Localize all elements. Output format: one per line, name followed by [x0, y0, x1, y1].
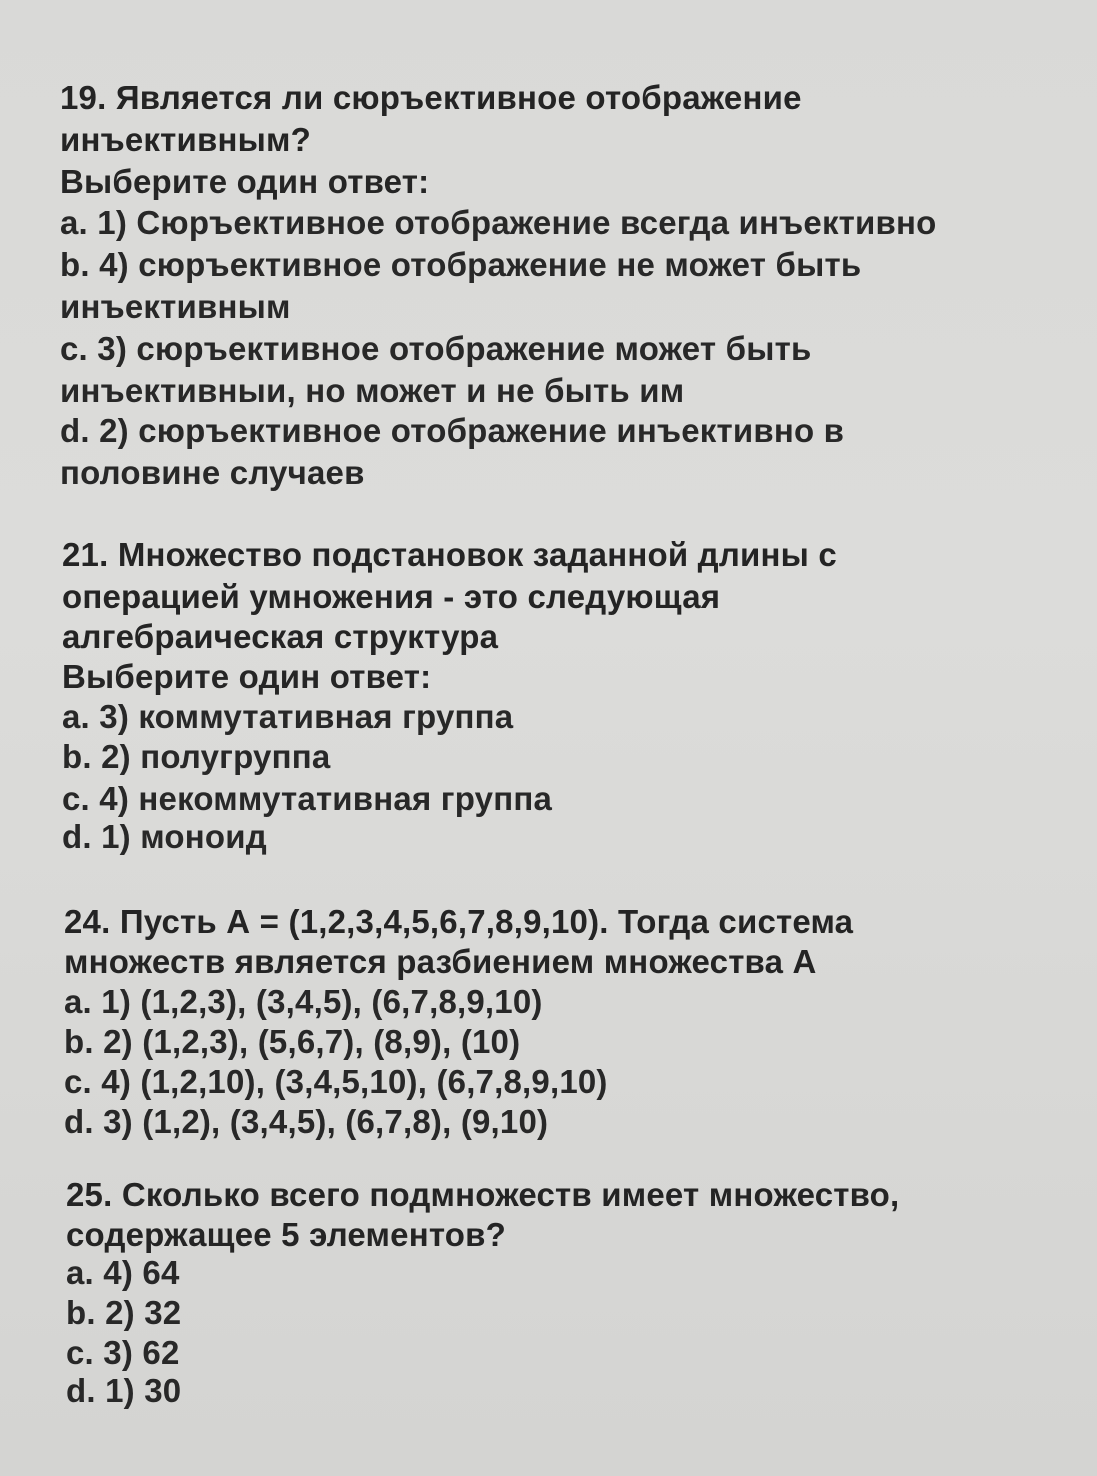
question-25-title-line-1: 25. Сколько всего подмножеств имеет множество, [66, 1176, 900, 1213]
question-21-option-b: b. 2) полугруппа [62, 738, 331, 775]
question-19-option-b-line-2: инъективным [60, 288, 291, 325]
question-21-title-line-1: 21. Множество подстановок заданной длины с [62, 536, 837, 573]
question-21-title-line-2: операцией умножения - это следующая [62, 578, 721, 615]
question-19-option-c-line-1: c. 3) сюръективное отображение может быть [60, 330, 812, 367]
question-25-title-line-2: содержащее 5 элементов? [66, 1216, 506, 1253]
question-24-option-b: b. 2) (1,2,3), (5,6,7), (8,9), (10) [64, 1023, 521, 1060]
question-24-option-d: d. 3) (1,2), (3,4,5), (6,7,8), (9,10) [64, 1103, 549, 1140]
question-21-option-d: d. 1) моноид [62, 818, 267, 855]
question-19-option-b-line-1: b. 4) сюръективное отображение не может быть [60, 246, 862, 283]
question-24-title-line-1: 24. Пусть А = (1,2,3,4,5,6,7,8,9,10). Тогда система [64, 903, 854, 940]
question-25-option-c: c. 3) 62 [66, 1334, 180, 1371]
question-21-title-line-3: алгебраическая структура [62, 618, 499, 655]
question-21-option-c: c. 4) некоммутативная группа [62, 780, 553, 817]
question-21-prompt: Выберите один ответ: [62, 658, 432, 695]
question-19-option-c-line-2: инъективныи, но может и не быть им [60, 372, 685, 409]
question-24-option-c: c. 4) (1,2,10), (3,4,5,10), (6,7,8,9,10) [64, 1063, 608, 1100]
question-19-option-a: a. 1) Сюръективное отображение всегда инъективно [60, 204, 937, 241]
question-24-option-a: a. 1) (1,2,3), (3,4,5), (6,7,8,9,10) [64, 983, 543, 1020]
question-25-option-b: b. 2) 32 [66, 1294, 182, 1331]
question-19-title-line-2: инъективным? [60, 121, 311, 158]
question-19-option-d-line-2: половине случаев [60, 454, 365, 491]
question-21-option-a: a. 3) коммутативная группа [62, 698, 514, 735]
question-19-title-line-1: 19. Является ли сюръективное отображение [60, 79, 802, 116]
question-19-prompt: Выберите один ответ: [60, 163, 430, 200]
question-25-option-d: d. 1) 30 [66, 1372, 182, 1409]
question-19-option-d-line-1: d. 2) сюръективное отображение инъективно в [60, 412, 845, 449]
question-25-option-a: a. 4) 64 [66, 1254, 180, 1291]
question-24-title-line-2: множеств является разбиением множества А [64, 943, 817, 980]
